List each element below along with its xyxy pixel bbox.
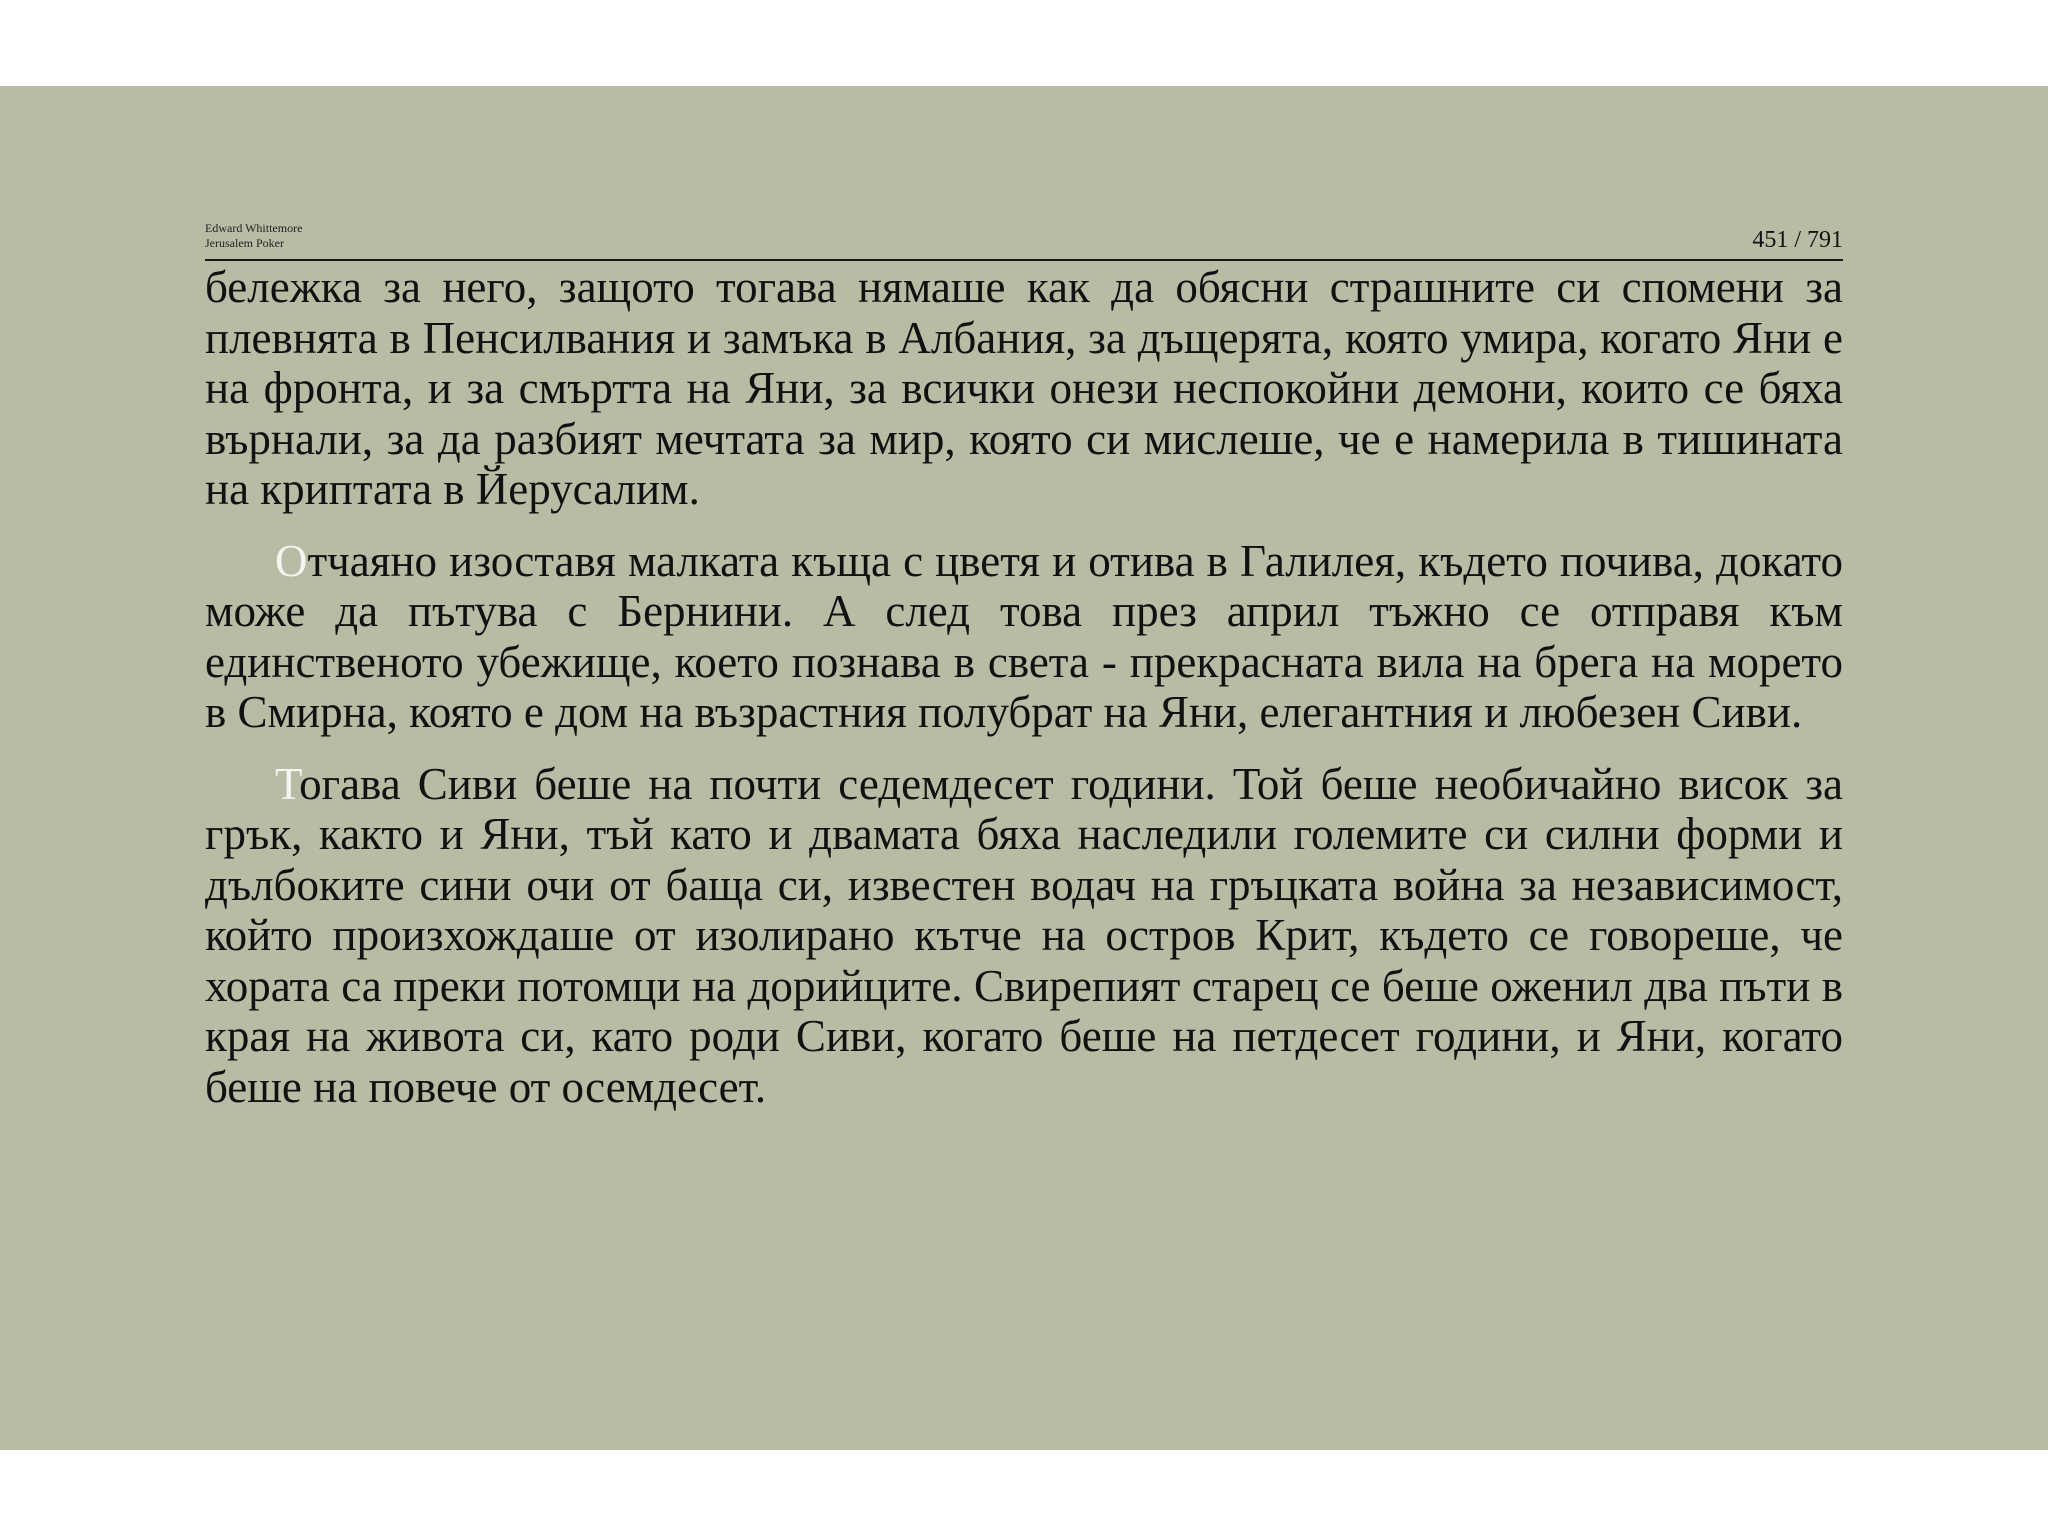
page-number: 451 / 791 [1752,227,1843,253]
paragraph-1 [205,262,1843,515]
initial-letter: О [275,535,308,586]
book-meta [205,221,302,251]
book-title: Jerusalem Poker [205,236,284,250]
header-divider [205,259,1843,261]
initial-letter: Т [275,758,300,809]
page-text [205,262,1843,1133]
paragraph-text: огава Сиви беше на почти седемдесет години. Той беше необичайно висок за грък, както и Яни, тъй като и двамата бяха наследили големите си силни форми и дълбоките сини очи от баща си, известен водач на гръцката война за независимост, който произхождаше от изолирано кътче на остров Крит, където се говореше, че хората са преки потомци на дорийците. Свирепият старец се беше оженил два пъти в края на живота си, като роди Сиви, когато беше на петдесет години, и Яни, когато беше на повече от осемдесет. [205,758,1843,1112]
paragraph-text: бележка за него, защото тогава нямаше как да обясни страшните си спомени за плевнята в Пенсилвания и замъка в Албания, за дъщерята, която умира, когато Яни е на фронта, и за смъртта на Яни, за всички онези неспокойни демони, които се бяха върнали, за да разбият мечтата за мир, която си мислеше, че е намерила в тишината на криптата в Йерусалим. [205,262,1843,514]
author-name: Edward Whittemore [205,221,303,235]
page-header [205,135,1843,261]
paragraph-3 [205,759,1843,1113]
paragraph-2 [205,536,1843,738]
paragraph-text: тчаяно изоставя малката къща с цветя и отива в Галилея, където почива, докато може да пътува с Бернини. А след това през април тъжно се отправя към единственото убежище, което познава в света - прекрасната вила на брега на морето в Смирна, която е дом на възрастния полубрат на Яни, елегантния и любезен Сиви. [205,535,1843,737]
